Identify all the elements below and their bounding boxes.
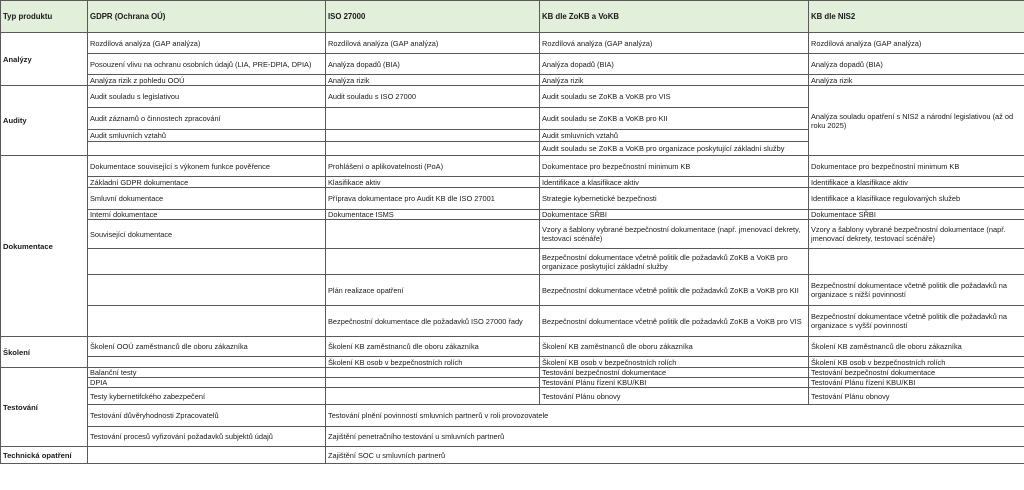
- table-cell: Související dokumentace: [88, 220, 326, 249]
- category-testovani: Testování: [1, 368, 88, 447]
- table-cell: Rozdílová analýza (GAP analýza): [809, 33, 1024, 54]
- table-row: [1, 306, 1024, 337]
- table-cell: Dokumentace pro bezpečnostní minimum KB: [809, 156, 1024, 177]
- table-row: [1, 337, 1024, 357]
- table-cell: [88, 306, 326, 337]
- table-cell: Bezpečnostní dokumentace včetně politik dle požadavků na organizace s vyšší povinností: [809, 306, 1024, 337]
- table-cell: Posouzení vlivu na ochranu osobních údajů (LIA, PRE-DPIA, DPIA): [88, 54, 326, 75]
- table-row: [1, 378, 1024, 388]
- table-row: [1, 357, 1024, 368]
- table-row: [1, 405, 1024, 427]
- table-cell: Testování důvěryhodnosti Zpracovatelů: [88, 405, 326, 427]
- table-cell: Dokumentace související s výkonem funkce pověřence: [88, 156, 326, 177]
- table-cell: Audit souladu s ISO 27000: [326, 86, 540, 108]
- table-cell: Analýza rizik: [326, 75, 540, 86]
- table-cell: Audit souladu se ZoKB a VoKB pro organizace poskytující základní služby: [540, 142, 809, 156]
- table-cell: Vzory a šablony vybrané bezpečnostní dokumentace (např. jmenovací dekrety, testovací scénáře): [540, 220, 809, 249]
- table-cell: Bezpečnostní dokumentace včetně politik dle požadavků ZoKB a VoKB pro KII: [540, 275, 809, 306]
- table-cell: Identifikace a klasifikace aktiv: [540, 177, 809, 188]
- table-cell: Strategie kybernetické bezpečnosti: [540, 188, 809, 210]
- table-cell: [326, 368, 540, 378]
- table-row: [1, 447, 1024, 464]
- table-cell: Analýza dopadů (BIA): [326, 54, 540, 75]
- table-cell: Audit záznamů o činnostech zpracování: [88, 108, 326, 130]
- table-cell: Interní dokumentace: [88, 210, 326, 220]
- table-cell: Testování bezpečnostní dokumentace: [540, 368, 809, 378]
- table-row: [1, 177, 1024, 188]
- table-cell: [809, 249, 1024, 275]
- table-row: [1, 86, 1024, 108]
- table-cell: [88, 142, 326, 156]
- table-cell: Rozdílová analýza (GAP analýza): [540, 33, 809, 54]
- table-cell: Testování plnění povinností smluvních partnerů v roli provozovatele: [326, 405, 1024, 427]
- table-row: [1, 210, 1024, 220]
- table-cell: Základní GDPR dokumentace: [88, 177, 326, 188]
- table-cell: Školení KB osob v bezpečnostních rolích: [809, 357, 1024, 368]
- table-row: [1, 388, 1024, 405]
- table-cell: Testování bezpečnostní dokumentace: [809, 368, 1024, 378]
- table-cell: [88, 357, 326, 368]
- table-cell: Balanční testy: [88, 368, 326, 378]
- table-row: [1, 75, 1024, 86]
- table-cell: DPIA: [88, 378, 326, 388]
- table-cell: Bezpečnostní dokumentace dle požadavků ISO 27000 řady: [326, 306, 540, 337]
- table-row: [1, 156, 1024, 177]
- table-cell: [88, 275, 326, 306]
- table-cell: Audit smluvních vztahů: [540, 130, 809, 142]
- table-cell: Testování Plánu řízení KBU/KBI: [540, 378, 809, 388]
- table-cell: [326, 108, 540, 130]
- category-analyzy: Analýzy: [1, 33, 88, 86]
- table-cell: Bezpečnostní dokumentace včetně politik dle požadavků ZoKB a VoKB pro VIS: [540, 306, 809, 337]
- category-skoleni: Školení: [1, 337, 88, 368]
- table-cell: Školení KB zaměstnanců dle oboru zákazníka: [540, 337, 809, 357]
- table-cell: Audit souladu se ZoKB a VoKB pro KII: [540, 108, 809, 130]
- table-cell: Identifikace a klasifikace regulovaných služeb: [809, 188, 1024, 210]
- header-gdpr: GDPR (Ochrana OÚ): [88, 1, 326, 33]
- table-cell: [326, 220, 540, 249]
- table-cell: Příprava dokumentace pro Audit KB dle ISO 27001: [326, 188, 540, 210]
- table-cell: [326, 378, 540, 388]
- table-cell: Školení KB zaměstnanců dle oboru zákazníka: [326, 337, 540, 357]
- table-cell: Dokumentace ISMS: [326, 210, 540, 220]
- table-row: [1, 368, 1024, 378]
- table-cell: Školení KB osob v bezpečnostních rolích: [326, 357, 540, 368]
- category-dokumentace: Dokumentace: [1, 156, 88, 337]
- table-cell: Testování Plánu řízení KBU/KBI: [809, 378, 1024, 388]
- table-cell: Klasifikace aktiv: [326, 177, 540, 188]
- table-cell: Plán realizace opatření: [326, 275, 540, 306]
- table-cell: Analýza souladu opatření s NIS2 a národní legislativou (až od roku 2025): [809, 86, 1024, 156]
- table-cell: Audit smluvních vztahů: [88, 130, 326, 142]
- table-cell: [326, 388, 540, 405]
- table-cell: Analýza dopadů (BIA): [809, 54, 1024, 75]
- header-row: [1, 1, 1024, 33]
- table-cell: Audit souladu se ZoKB a VoKB pro VIS: [540, 86, 809, 108]
- table-cell: [326, 249, 540, 275]
- table-cell: Analýza dopadů (BIA): [540, 54, 809, 75]
- header-iso27000: ISO 27000: [326, 1, 540, 33]
- table-cell: Prohlášení o aplikovatelnosti (PoA): [326, 156, 540, 177]
- table-cell: Bezpečnostní dokumentace včetně politik dle požadavků na organizace s nižší povinností: [809, 275, 1024, 306]
- table-cell: Analýza rizik: [540, 75, 809, 86]
- table-cell: Dokumentace pro bezpečnostní minimum KB: [540, 156, 809, 177]
- table-cell: Rozdílová analýza (GAP analýza): [88, 33, 326, 54]
- table-cell: Audit souladu s legislativou: [88, 86, 326, 108]
- table-cell: Dokumentace SŘBI: [809, 210, 1024, 220]
- table-cell: Školení OOÚ zaměstnanců dle oboru zákazníka: [88, 337, 326, 357]
- header-zokb-vokb: KB dle ZoKB a VoKB: [540, 1, 809, 33]
- table-cell: Školení KB zaměstnanců dle oboru zákazníka: [809, 337, 1024, 357]
- table-row: [1, 188, 1024, 210]
- table-cell: Testování Plánu obnovy: [540, 388, 809, 405]
- table-row: [1, 275, 1024, 306]
- table-row: [1, 427, 1024, 447]
- table-cell: Zajištění SOC u smluvních partnerů: [326, 447, 1024, 464]
- table-cell: Zajištění penetračního testování u smluvních partnerů: [326, 427, 1024, 447]
- table-cell: Dokumentace SŘBI: [540, 210, 809, 220]
- table-cell: [326, 130, 540, 142]
- table-cell: [88, 447, 326, 464]
- table-row: [1, 220, 1024, 249]
- table-cell: Rozdílová analýza (GAP analýza): [326, 33, 540, 54]
- table-row: [1, 249, 1024, 275]
- table-cell: Identifikace a klasifikace aktiv: [809, 177, 1024, 188]
- table-cell: Analýza rizik z pohledu OOÚ: [88, 75, 326, 86]
- table-cell: Testování Plánu obnovy: [809, 388, 1024, 405]
- table-cell: Smluvní dokumentace: [88, 188, 326, 210]
- header-product-type: Typ produktu: [1, 1, 88, 33]
- table-cell: Analýza rizik: [809, 75, 1024, 86]
- header-nis2: KB dle NIS2: [809, 1, 1024, 33]
- table-row: [1, 54, 1024, 75]
- table-cell: Vzory a šablony vybrané bezpečnostní dokumentace (např. jmenovací dekrety, testovací scénáře): [809, 220, 1024, 249]
- table-cell: Školení KB osob v bezpečnostních rolích: [540, 357, 809, 368]
- category-technicka-opatreni: Technická opatření: [1, 447, 88, 464]
- table-cell: [326, 142, 540, 156]
- table-cell: Bezpečnostní dokumentace včetně politik dle požadavků ZoKB a VoKB pro organizace poskytující základní služby: [540, 249, 809, 275]
- table-cell: Testy kybernetifckého zabezpečení: [88, 388, 326, 405]
- table-cell: Testování procesů vyřizování požadavků subjektů údajů: [88, 427, 326, 447]
- table-cell: [88, 249, 326, 275]
- category-audity: Audity: [1, 86, 88, 156]
- table-row: [1, 33, 1024, 54]
